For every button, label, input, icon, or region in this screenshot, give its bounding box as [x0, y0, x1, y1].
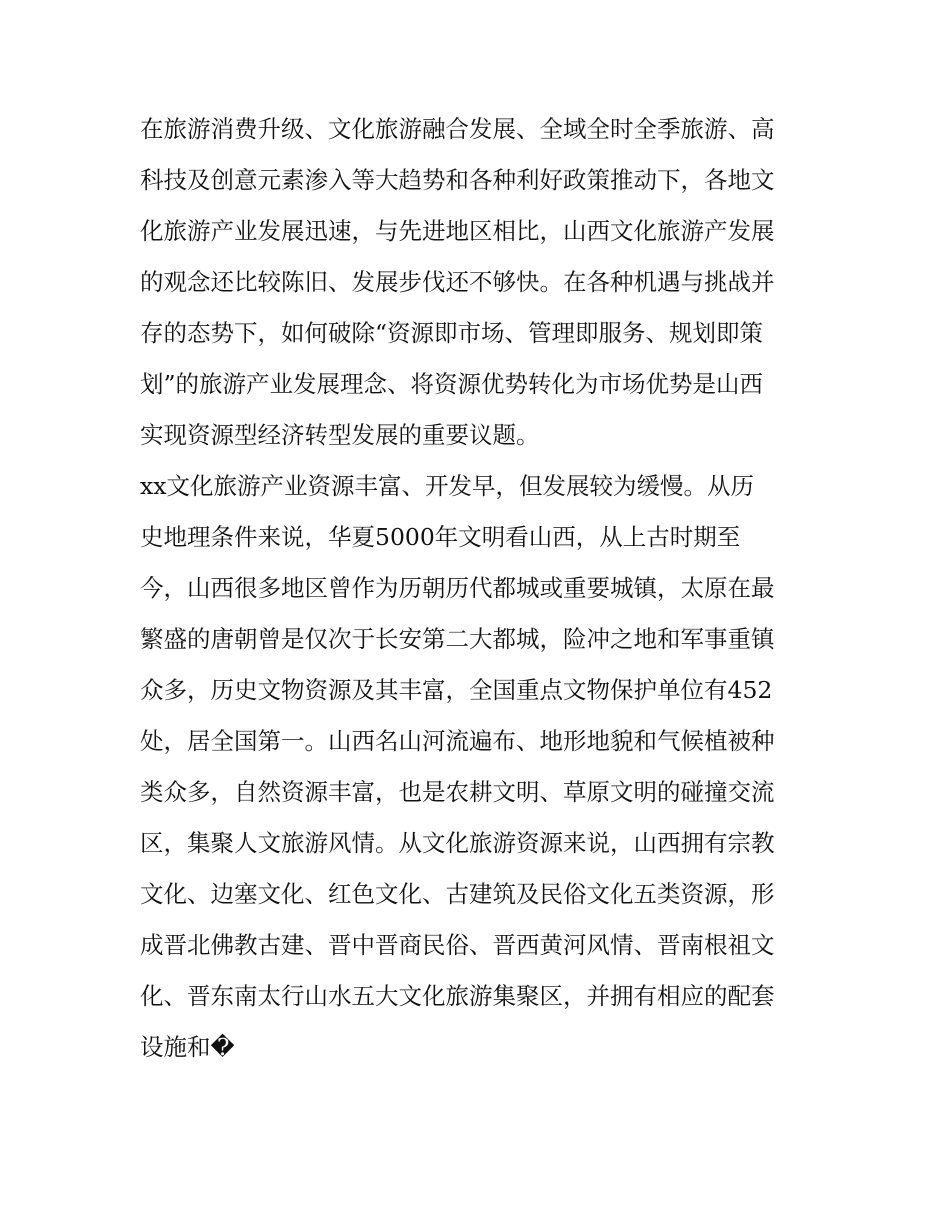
- text-line: 类众多，自然资源丰富，也是农耕文明、草原文明的碰撞交流: [140, 778, 775, 806]
- text-line: 设施和�: [140, 1033, 235, 1061]
- text-line: 区，集聚人文旅游风情。从文化旅游资源来说，山西拥有宗教: [140, 829, 775, 857]
- text-line: 划”的旅游产业发展理念、将资源优势转化为市场优势是山西: [140, 370, 764, 398]
- text-line: 在旅游消费升级、文化旅游融合发展、全域全时全季旅游、高: [140, 115, 775, 143]
- text-line: 成晋北佛教古建、晋中晋商民俗、晋西黄河风情、晋南根祖文: [140, 931, 775, 959]
- text-line: 众多，历史文物资源及其丰富，全国重点文物保护单位有452: [140, 676, 773, 704]
- text-line: 史地理条件来说，华夏5000年文明看山西，从上古时期至: [140, 523, 741, 551]
- text-line: 繁盛的唐朝曾是仅次于长安第二大都城，险冲之地和军事重镇: [140, 625, 775, 653]
- text-line: 实现资源型经济转型发展的重要议题。: [140, 421, 540, 449]
- paragraph-1: [140, 104, 816, 461]
- text-line: 化旅游产业发展迅速，与先进地区相比，山西文化旅游产发展: [140, 217, 775, 245]
- paragraph-2: [140, 461, 816, 1073]
- text-line: 科技及创意元素渗入等大趋势和各种利好政策推动下，各地文: [140, 166, 775, 194]
- text-line: 今，山西很多地区曾作为历朝历代都城或重要城镇，太原在最: [140, 574, 775, 602]
- text-line: 的观念还比较陈旧、发展步伐还不够快。在各种机遇与挑战并: [140, 268, 775, 296]
- document-body: [140, 104, 816, 1073]
- text-line: 文化、边塞文化、红色文化、古建筑及民俗文化五类资源，形: [140, 880, 775, 908]
- text-line: 存的态势下，如何破除“资源即市场、管理即服务、规划即策: [140, 319, 764, 347]
- text-line: 化、晋东南太行山水五大文化旅游集聚区，并拥有相应的配套: [140, 982, 775, 1010]
- text-line: xx文化旅游产业资源丰富、开发早，但发展较为缓慢。从历: [140, 472, 755, 500]
- text-line: 处，居全国第一。山西名山河流遍布、地形地貌和气候植被种: [140, 727, 775, 755]
